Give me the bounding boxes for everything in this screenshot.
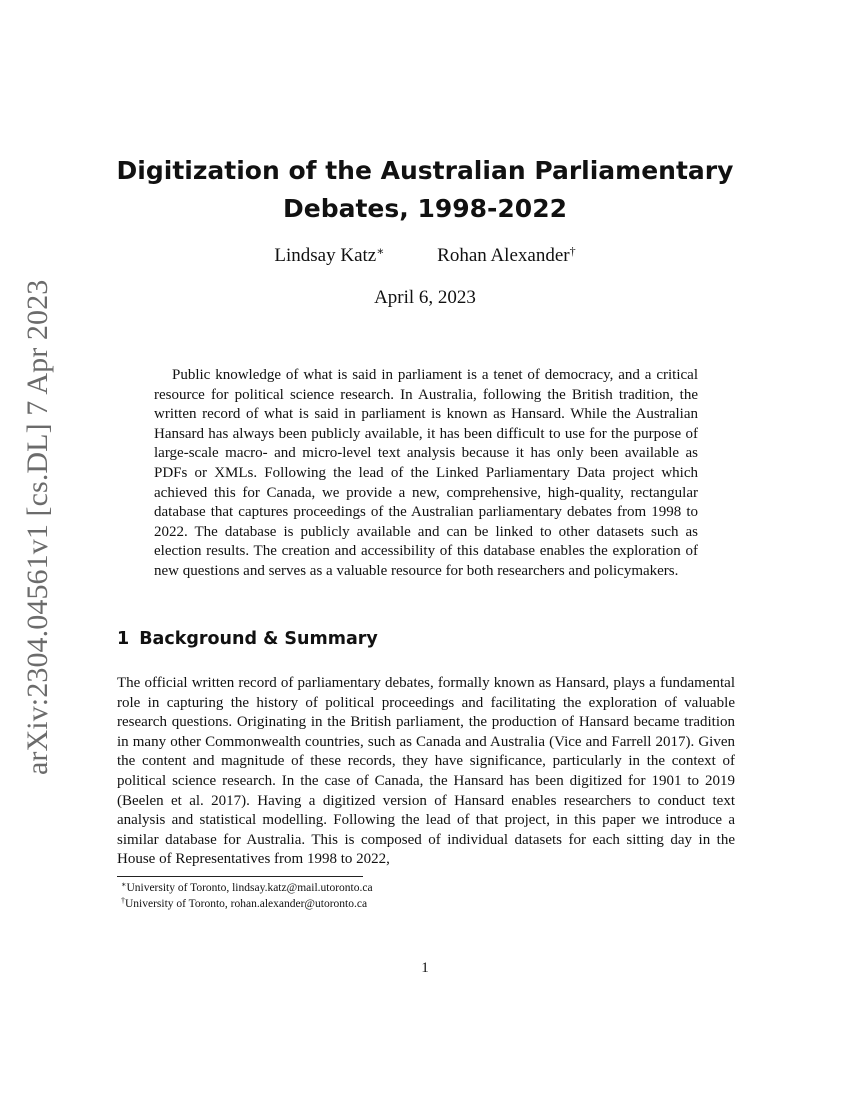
footnote-1-text[interactable]: University of Toronto, lindsay.katz@mail.utoronto.ca [126,882,373,894]
paper-title: Digitization of the Australian Parliamentary Debates, 1998-2022 [116,156,734,223]
abstract-text: Public knowledge of what is said in parliament is a tenet of democracy, and a critical resource for political science research. In Australia, following the British tradition, the written record of what is said in parliament is known as Hansard. While the Australian Hansard has always been publicly available, it has been difficult to use for the purpose of large-scale macro- and micro-level text analysis because it has only been available as PDFs or XMLs. Following the lead of the Linked Parliamentary Data project which achieved this for Canada, we provide a new, comprehensive, high-quality, rectangular database that captures proceedings of the Australian parliamentary debates from 1998 to 2022. The database is publicly available and can be linked to other datasets such as election results. The creation and accessibility of this database enables the exploration of new questions and serves as a valuable resource for both researchers and policymakers. [154,367,698,579]
footnote-1-mark: ∗ [121,880,127,889]
section-paragraph: The official written record of parliamentary debates, formally known as Hansard, plays a fundamental role in capturing the history of political proceedings and facilitating the exploration of valuable research questions. Originating in the British parliament, the production of Hansard became tradition in many other Commonwealth countries, such as Canada and Australia (Vice and Farrell 2017). Given the content and magnitude of these records, they have significance, particularly in the context of political science research. In the case of Canada, the Hansard has been digitized for 1901 to 2019 (Beelen et al. 2017). Having a digitized version of Hansard enables researchers to conduct text analysis and statistical modelling. Following the lead of that project, in this paper we introduce a similar database for Australia. This is composed of individual datasets for each sitting day in the House of Representatives from 1998 to 2022, [117,675,735,868]
footnote-divider [117,876,363,877]
page-number: 1 [421,960,429,976]
footnote-2 [121,896,735,912]
section-title: Background & Summary [139,629,378,649]
author-1-footnote-mark[interactable]: ∗ [376,244,385,258]
footnote-2-mark: † [121,896,125,905]
author-2 [437,243,575,269]
section-heading [117,626,378,652]
author-1 [274,243,384,269]
author-list [110,243,740,269]
author-2-name: Rohan Alexander [437,245,570,266]
author-1-name: Lindsay Katz [274,245,377,266]
publication-date: April 6, 2023 [374,287,476,308]
footnote-2-text[interactable]: University of Toronto, rohan.alexander@utoronto.ca [125,898,368,910]
section-number: 1 [117,629,130,649]
author-2-footnote-mark[interactable]: † [569,244,576,258]
arxiv-identifier-stamp [8,279,68,775]
footnote-1 [121,880,735,896]
footnote-list [117,880,735,912]
arxiv-identifier-text: arXiv:2304.04561v1 [cs.DL] 7 Apr 2023 [21,279,54,775]
